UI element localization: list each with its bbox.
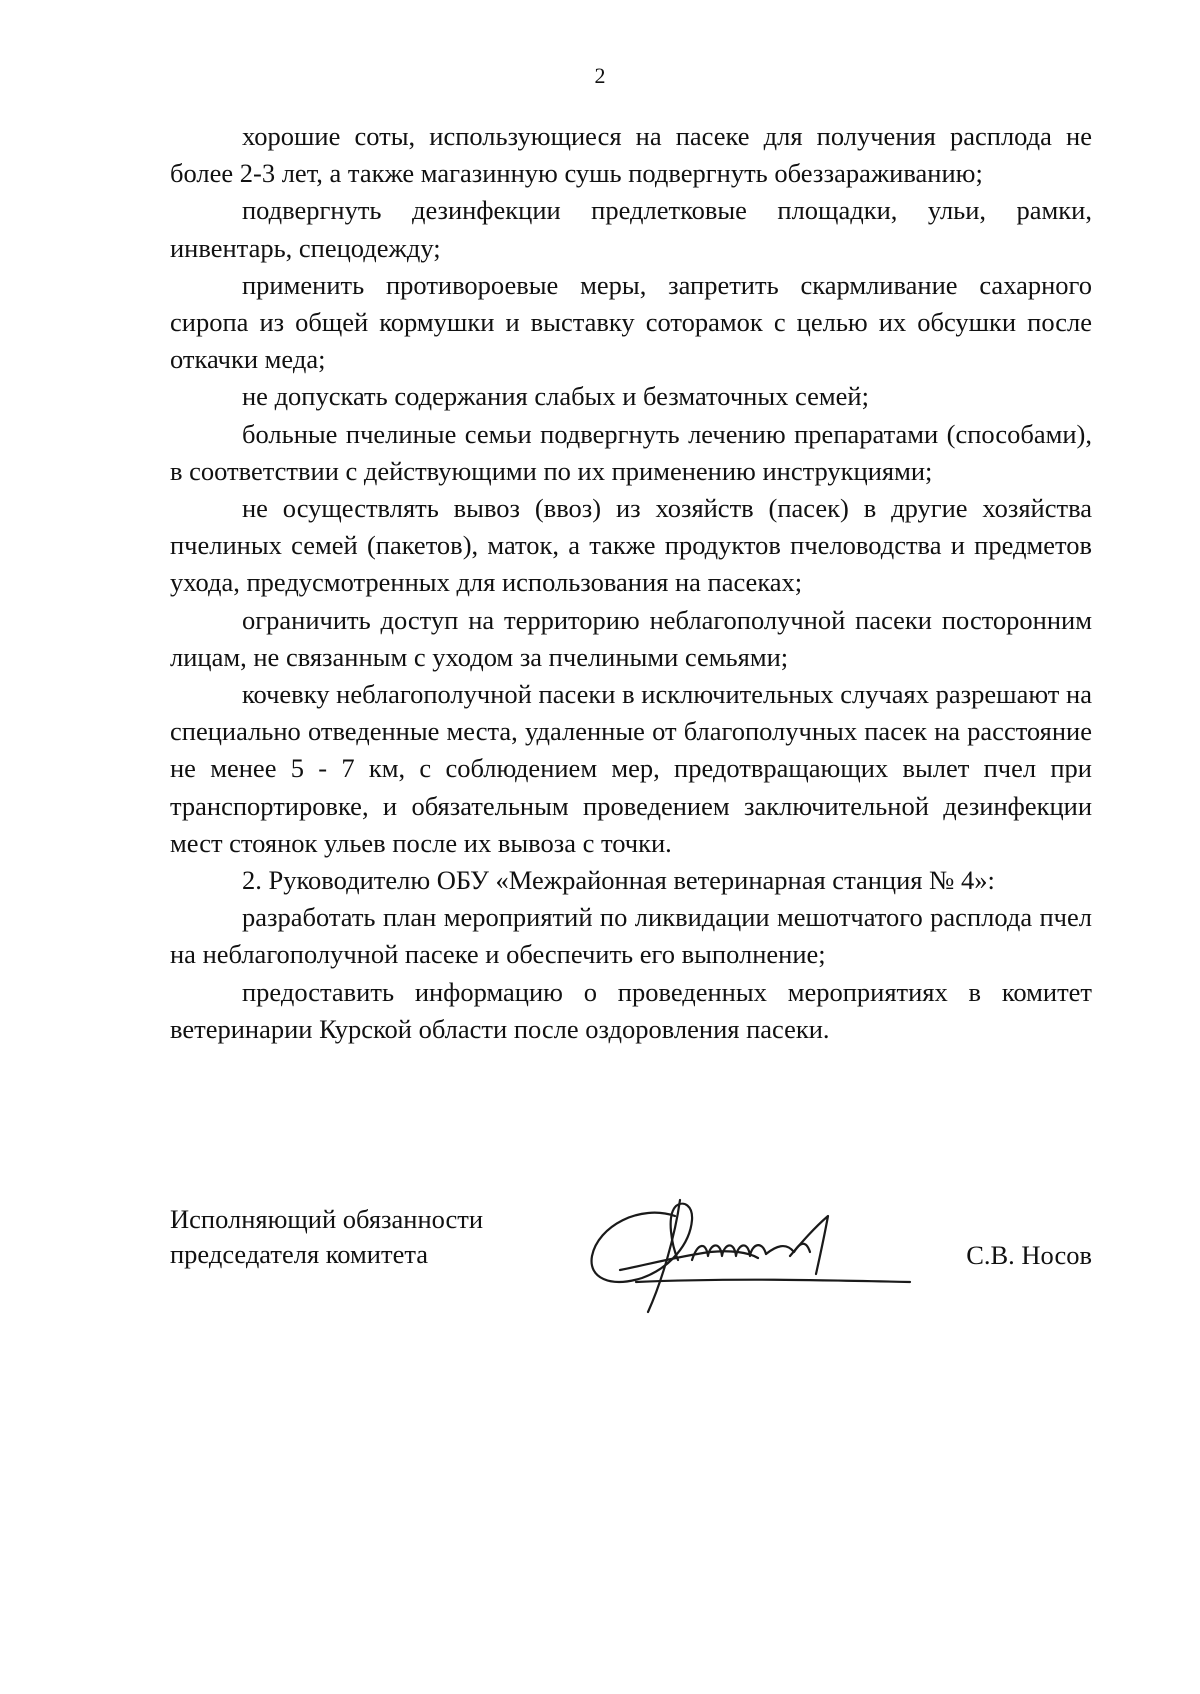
paragraph: ограничить доступ на территорию неблагополучной пасеки посторонним лицам, не связанным с уходом за пчелиными семьями; (170, 604, 1092, 672)
paragraph: больные пчелиные семьи подвергнуть лечению препаратами (способами), в соответствии с действующими по их применению инструкциями; (170, 418, 1092, 486)
paragraph: кочевку неблагополучной пасеки в исключительных случаях разрешают на специально отведенные места, удаленные от благополучных пасек на расстояние не менее 5 - 7 км, с соблюдением мер, предотвращающих вылет пчел при транспортировке, и обязательным проведением заключительной дезинфекции мест стоянок ульев после их вывоза с точки. (170, 679, 1092, 858)
signatory-name: С.В. Носов (966, 1240, 1092, 1270)
paragraph: хорошие соты, использующиеся на пасеке для получения расплода не более 2-3 лет, а также магазинную сушь подвергнуть обеззараживанию; (170, 121, 1092, 189)
paragraph: подвергнуть дезинфекции предлетковые площадки, ульи, рамки, инвентарь, спецодежду; (170, 195, 1092, 263)
paragraph: не допускать содержания слабых и безматочных семей; (242, 381, 869, 412)
signatory-position-line2: председателя комитета (170, 1239, 428, 1269)
signatory-position-line1: Исполняющий обязанности (170, 1204, 484, 1234)
paragraph: не осуществлять вывоз (ввоз) из хозяйств (пасек) в другие хозяйства пчелиных семей (пакетов), маток, а также продуктов пчеловодства и предметов ухода, предусмотренных для использования на пасеках; (170, 493, 1092, 598)
paragraph-section-2: 2. Руководителю ОБУ «Межрайонная ветеринарная станция № 4»: (242, 865, 995, 896)
page-number: 2 (594, 63, 606, 88)
signatory-position (170, 1202, 483, 1272)
paragraph: предоставить информацию о проведенных мероприятиях в комитет ветеринарии Курской области после оздоровления пасеки. (170, 976, 1092, 1044)
document-body (170, 118, 1092, 1048)
paragraph: применить противороевые меры, запретить скармливание сахарного сиропа из общей кормушки и выставку соторамок с целью их обсушки после откачки меда; (170, 269, 1092, 375)
signature-block (170, 1186, 1092, 1316)
paragraph: разработать план мероприятий по ликвидации мешотчатого расплода пчел на неблагополучной пасеке и обеспечить его выполнение; (170, 902, 1092, 970)
